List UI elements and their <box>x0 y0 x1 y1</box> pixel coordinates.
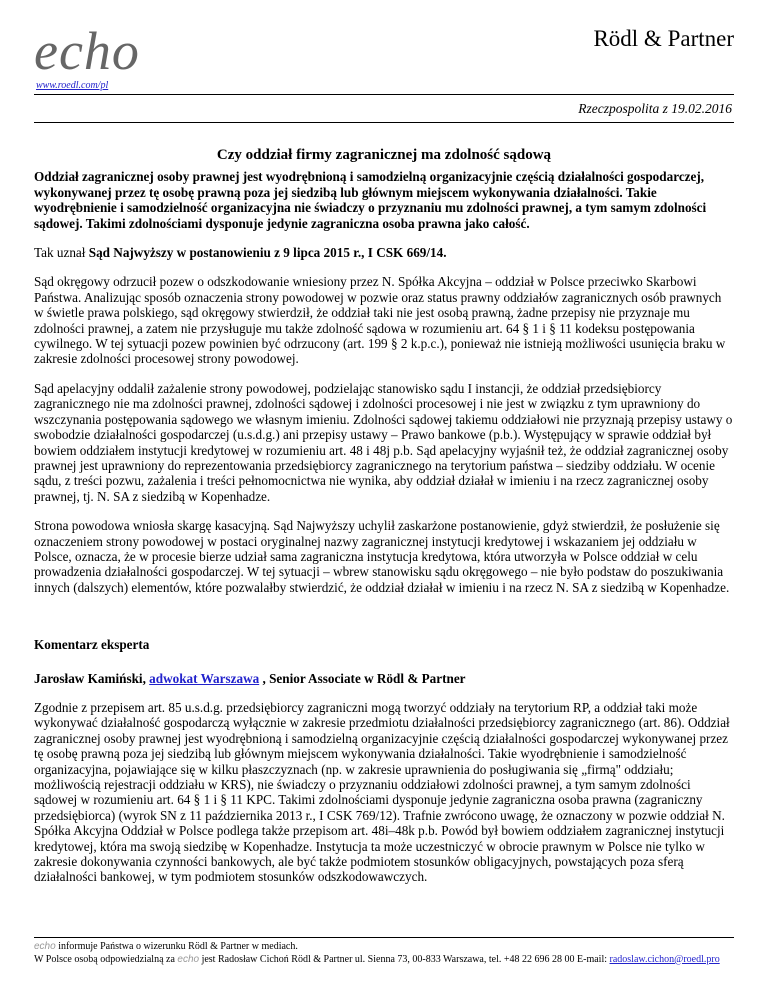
footer-line-2-prefix: W Polsce osobą odpowiedzialną za <box>34 953 178 965</box>
comment-body: Zgodnie z przepisem art. 85 u.s.d.g. przedsiębiorcy zagraniczni mogą tworzyć oddziały na terytorium RP, a oddział taki może wykonywać działalność gospodarczą wyłącznie w zakresie przedmiotu działalności przedsiębiorcy zagranicznego (art. 86). Oddział zagranicznej osoby prawnej jest wyodrębnioną i samodzielną organizacyjnie częścią działalności gospodarczej wykonywanej przez tę osobę prawną poza jej siedzibą lub głównym miejscem wykonywania działalności. Takie wyodrębnienie i samodzielność organizacyjna, pojawiające się w kilku płaszczyznach (np. w zakresie uprawnienia do posługiwania się „firmą" oddziału; możliwością rejestracji oddziału w KRS), nie świadczy o przyznaniu oddziałowi zdolności prawnej, a tym samym zdolności sądowej w rozumieniu art. 64 § 1 i § 11 KPC. Takimi zdolnościami dysponuje jedynie zagraniczna osoba prawna (zagraniczny przedsiębiorca) (wyrok SN z 11 października 2013 r., I CSK 769/12). Trafnie zwrócono uwagę, że oznaczony w pozwie oddział N. Spółka Akcyjna Oddział w Polsce podlega także przepisom art. 48i–48k p.b. Powód był bowiem oddziałem zagranicznej instytucji kredytowej, która ma swoją siedzibę w Kopenhadze. Instytucja ta może uczestniczyć w obrocie prawnym w Polsce nie tylko w zakresie dokonywania czynności bankowych, ale być także podmiotem stosunków obligacyjnych, powstających poza sferą działalności bankowej, w tym podmiotem stosunków odszkodowawczych. <box>34 699 730 885</box>
author-name: Jarosław Kamiński, <box>34 670 150 686</box>
footer <box>34 941 734 966</box>
ruling-court: Sąd Najwyższy w postanowieniu z 9 lipca 2015 r., I CSK 669/14. <box>88 245 447 261</box>
ruling-paragraph <box>34 245 734 260</box>
footer-echo-mark: echo <box>34 941 56 952</box>
footer-echo-mark-2: echo <box>177 953 200 965</box>
brand-name: Rödl & Partner <box>593 26 734 51</box>
article-paragraph: Strona powodowa wniosła skargę kasacyjną. Sąd Najwyższy uchylił zaskarżone postanowienie, gdyż stwierdził, że posłużenie się oznaczeniem strony powodowej w postaci oryginalnej nazwy zagranicznej instytucji kredytowej i wskazaniem jej oddziału w Polsce, oznacza, że w procesie bierze udział sama zagraniczna instytucja kredytowa, która utworzyła w Polsce oddział w celu prowadzenia działalności gospodarczej. W tej sytuacji – wbrew stanowisku sądu okręgowego – nie było podstaw do poszukiwania innych (dalszych) elementów, które pozwalałby stwierdzić, że oddział działał w imieniu i na rzecz N. SA z siedzibą w Kopenhadze. <box>34 518 730 595</box>
contact-email-link[interactable]: radoslaw.cichon@roedl.pro <box>609 953 720 965</box>
website-link[interactable]: www.roedl.com/pl <box>36 80 109 91</box>
footer-line-1-text: informuje Państwa o wizerunku Rödl & Partner w mediach. <box>55 941 298 952</box>
ruling-prefix: Tak uznał <box>34 245 89 261</box>
article-paragraph: Sąd apelacyjny oddalił zażalenie strony powodowej, podzielając stanowisko sądu I instancji, że oddział przedsiębiorcy zagranicznego nie ma zdolności prawnej, zdolności sądowej i zdolności procesowej i nie jest w związku z tym uprawniony do wszczynania postępowania sądowego we własnym imieniu. Zdolności sądowej takiemu oddziałowi nie przyznają przepisy ustawy o swobodzie działalności gospodarczej (u.s.d.g.) ani przepisy ustawy – Prawo bankowe (p.b.). Występujący w sprawie oddział był bowiem oddziałem instytucji kredytowej w rozumieniu art. 48 i 48j p.b. Sąd apelacyjny wyjaśnił też, że oddział zagranicznej osoby prawnej jest uprawniony do reprezentowania przedsiębiorcy zagranicznego na terytorium państwa – siedziby oddziału. W ocenie sądu, z treści pozwu, zażalenia i treści pełnomocnictwa nie wynika, aby oddział działał w imieniu i na rzecz zagranicznej osoby prawnej, tj. N. SA z siedzibą w Kopenhadze. <box>34 380 733 504</box>
header-rule <box>34 94 734 95</box>
source-date: Rzeczpospolita z 19.02.2016 <box>578 101 732 116</box>
comment-heading: Komentarz eksperta <box>34 637 150 653</box>
article-lead: Oddział zagranicznej osoby prawnej jest wyodrębnioną i samodzielną organizacyjnie częścią działalności gospodarczej, wykonywanej przez tę osobę prawną poza jej siedzibą lub głównym miejscem wykonywania działalności. Takie wyodrębnienie i samodzielność organizacyjna nie świadczy o przyznaniu mu zdolności prawnej, a tym samym zdolności sądowej. Takimi zdolnościami dysponuje jedynie zagraniczna osoba prawna jako całość. <box>34 169 707 231</box>
article-body <box>34 148 734 899</box>
source-rule <box>34 122 734 123</box>
footer-line-2-text: jest Radosław Cichoń Rödl & Partner ul. Sienna 73, 00-833 Warszawa, tel. +48 22 696 28 00 E-mail: <box>199 953 610 965</box>
author-role: , Senior Associate w Rödl & Partner <box>259 670 466 686</box>
article-title: Czy oddział firmy zagranicznej ma zdolność sądową <box>216 147 552 163</box>
footer-line-2 <box>34 954 734 967</box>
footer-line-1 <box>34 941 734 954</box>
footer-rule <box>34 937 734 938</box>
lawyer-link[interactable]: adwokat Warszawa <box>149 670 260 686</box>
echo-logo: echo <box>34 21 140 81</box>
article-paragraph: Sąd okręgowy odrzucił pozew o odszkodowanie wniesiony przez N. Spółka Akcyjna – oddział w Polsce przeciwko Skarbowi Państwa. Analizując sposób oznaczenia strony powodowej w pozwie oraz status prawny oddziałów zagranicznych osób prawnych w świetle prawa polskiego, sąd okręgowy stwierdził, że oddział taki nie jest osobą prawną, żadne przepisy nie przyznaje mu zdolności prawnej, a zatem nie przysługuje mu także zdolność sądowa w rozumieniu art. 64 § 1 i § 11 kodeksu postępowania cywilnego. W tej sytuacji pozew powinien być odrzucony (art. 199 § 2 k.p.c.), ponieważ nie istnieją możliwości usunięcia braku w zakresie zdolności procesowej strony powodowej. <box>34 274 726 367</box>
comment-author <box>34 671 734 686</box>
